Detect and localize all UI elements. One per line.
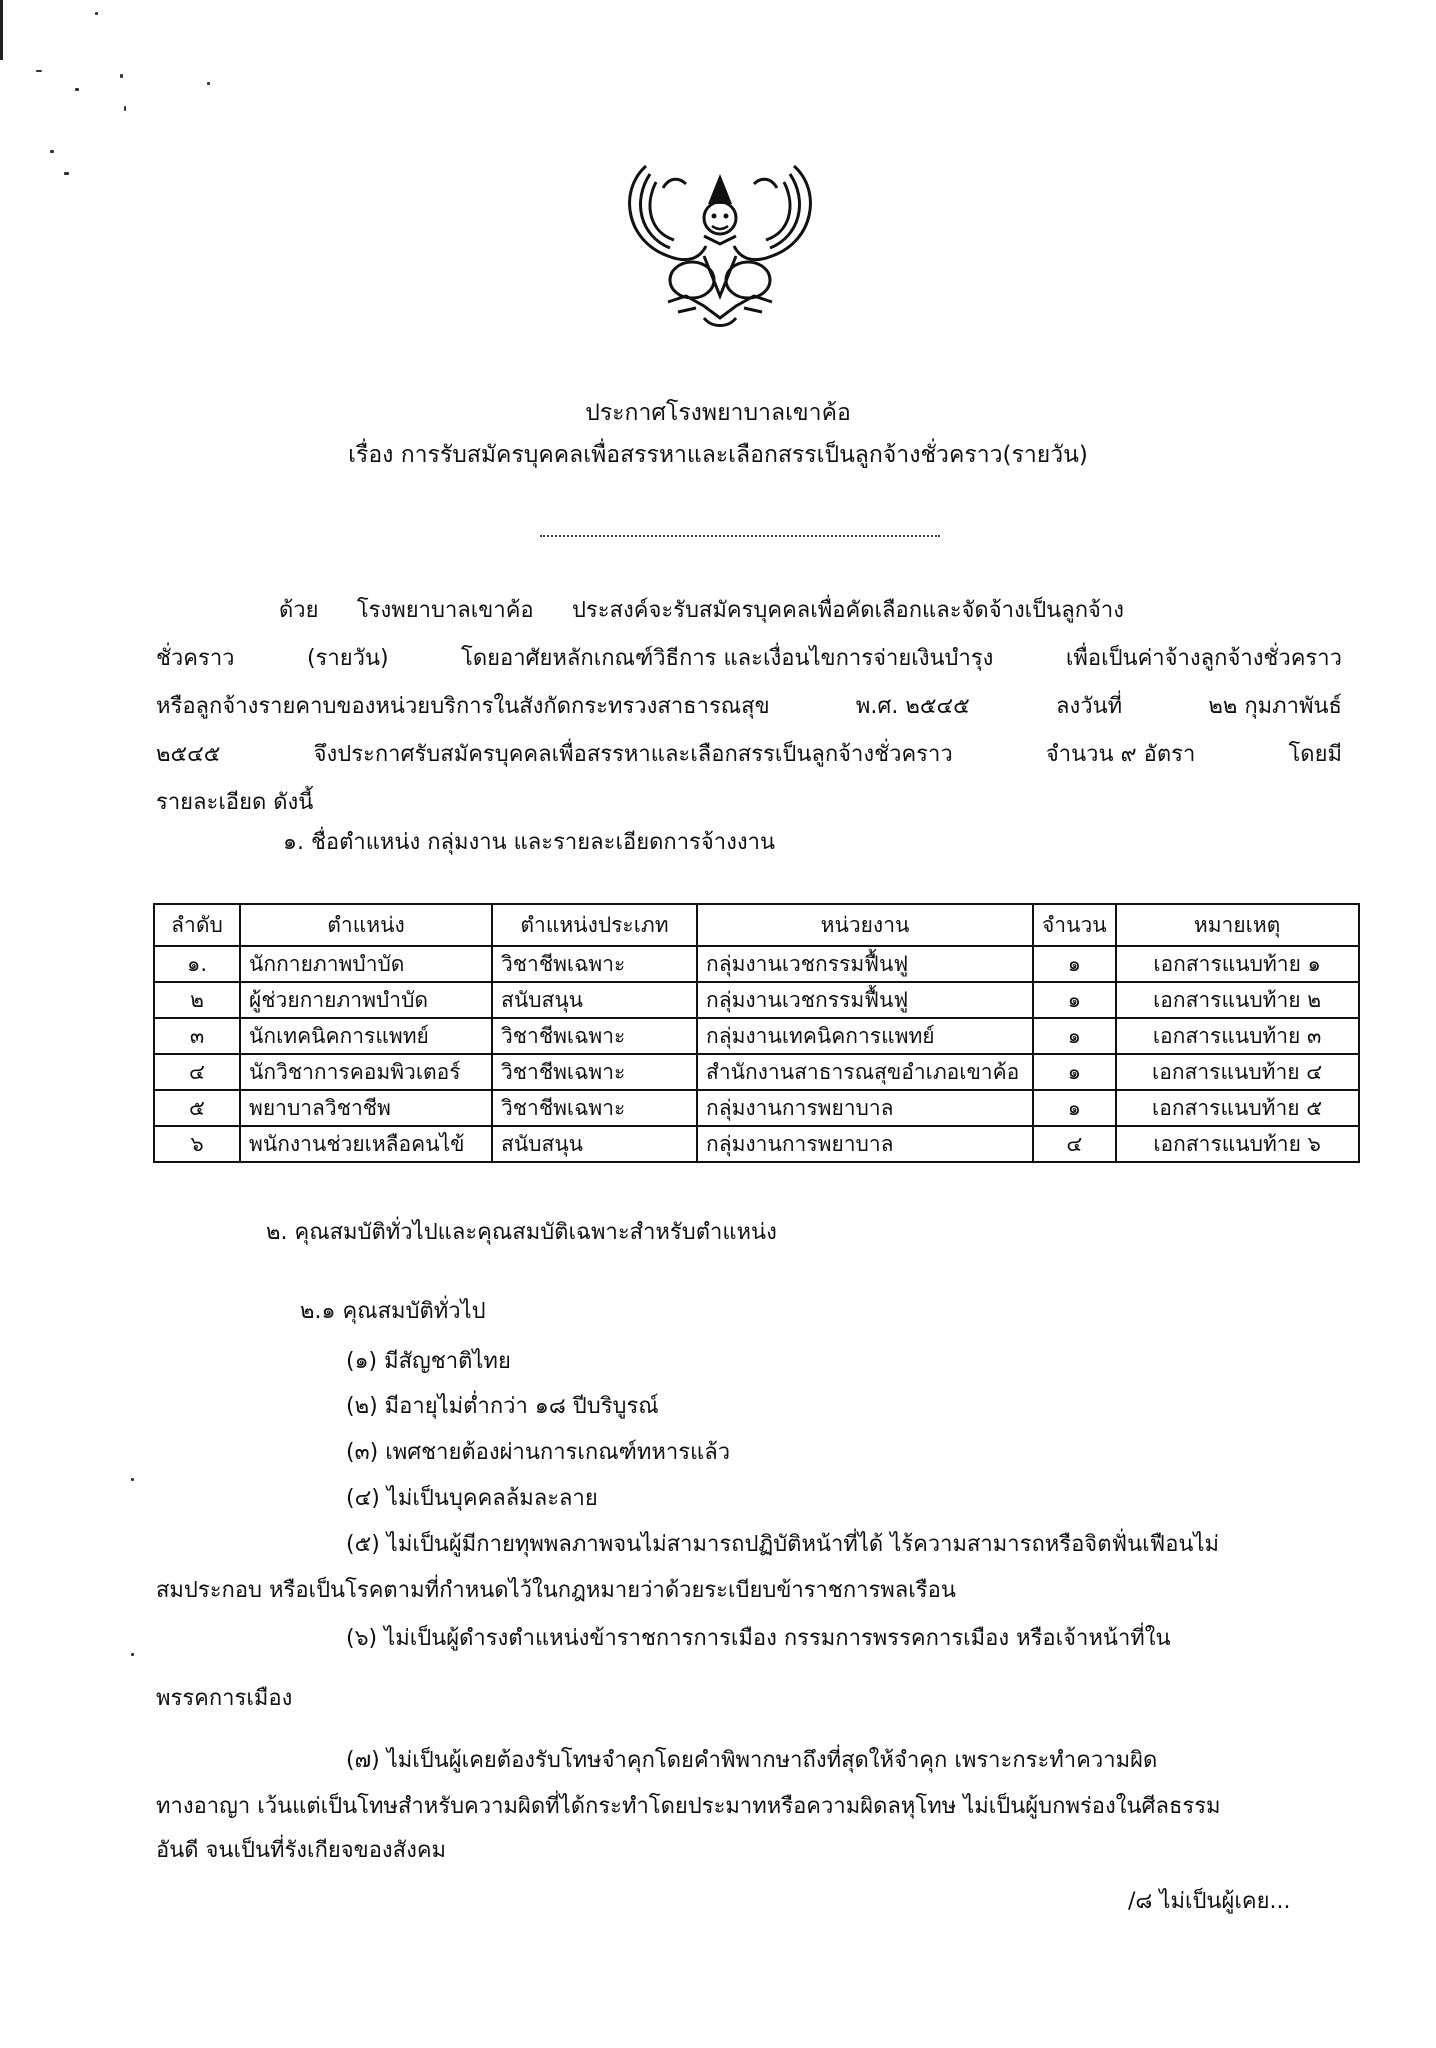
table-row (154, 946, 1359, 982)
qualification-7-line-3: อันดี จนเป็นที่รังเกียจของสังคม (156, 1838, 447, 1863)
table-header-row (154, 904, 1359, 946)
intro-line-3 (156, 692, 1342, 722)
cell-order: ๑. (154, 946, 240, 982)
announcement-title: ประกาศโรงพยาบาลเขาค้อ (585, 400, 851, 426)
cell-quantity: ๑ (1033, 946, 1116, 982)
cell-quantity: ๑ (1033, 1090, 1116, 1126)
intro-text: โดยอาศัยหลักเกณฑ์วิธีการ และเงื่อนไขการจ่ายเงินบำรุง (461, 646, 994, 671)
scan-speck (64, 172, 69, 175)
cell-position: นักเทคนิคการแพทย์ (240, 1018, 492, 1054)
cell-unit: กลุ่มงานเวชกรรมฟื้นฟู (697, 982, 1033, 1018)
cell-position-type: วิชาชีพเฉพาะ (492, 1018, 697, 1054)
scan-speck (75, 88, 79, 91)
qualification-2: (๒) มีอายุไม่ต่ำกว่า ๑๘ ปีบริบูรณ์ (346, 1394, 659, 1419)
intro-text: ๒๕๔๕ (156, 742, 221, 767)
col-header-position-type: ตำแหน่งประเภท (492, 904, 697, 946)
cell-unit: กลุ่มงานเวชกรรมฟื้นฟู (697, 946, 1033, 982)
table-row (154, 1090, 1359, 1126)
regulation-year: พ.ศ. ๒๕๔๕ (855, 694, 970, 719)
qualification-5-line-1: (๕) ไม่เป็นผู้มีกายทุพพลภาพจนไม่สามารถปฏิบัติหน้าที่ได้ ไร้ความสามารถหรือจิตฟั่นเฟือนไม่ (346, 1532, 1220, 1557)
table-row (154, 1126, 1359, 1162)
qualification-3: (๓) เพศชายต้องผ่านการเกณฑ์ทหารแล้ว (346, 1440, 731, 1465)
cell-position: พยาบาลวิชาชีพ (240, 1090, 492, 1126)
scan-speck (124, 106, 126, 111)
intro-line-2 (156, 644, 1342, 674)
cell-order: ๔ (154, 1054, 240, 1090)
cell-position: พนักงานช่วยเหลือคนไข้ (240, 1126, 492, 1162)
continuation-marker: /๘ ไม่เป็นผู้เคย... (1128, 1889, 1291, 1914)
cell-remarks: เอกสารแนบท้าย ๖ (1116, 1126, 1359, 1162)
cell-quantity: ๑ (1033, 982, 1116, 1018)
cell-quantity: ๔ (1033, 1126, 1116, 1162)
cell-position: ผู้ช่วยกายภาพบำบัด (240, 982, 492, 1018)
scan-speck (50, 150, 54, 153)
cell-unit: กลุ่มงานการพยาบาล (697, 1090, 1033, 1126)
garuda-emblem-icon (608, 146, 832, 332)
cell-unit: กลุ่มงานเทคนิคการแพทย์ (697, 1018, 1033, 1054)
intro-text: จึงประกาศรับสมัครบุคคลเพื่อสรรหาและเลือกสรรเป็นลูกจ้างชั่วคราว (313, 742, 953, 767)
qualification-6-line-2: พรรคการเมือง (156, 1686, 293, 1711)
qualification-7-line-1: (๗) ไม่เป็นผู้เคยต้องรับโทษจำคุกโดยคำพิพากษาถึงที่สุดให้จำคุก เพราะกระทำความผิด (346, 1748, 1158, 1773)
intro-text: ประสงค์จะรับสมัครบุคคลเพื่อคัดเลือกและจัดจ้างเป็นลูกจ้าง (571, 598, 1124, 623)
intro-text: หรือลูกจ้างรายคาบของหน่วยบริการในสังกัดกระทรวงสาธารณสุข (156, 694, 770, 719)
cell-remarks: เอกสารแนบท้าย ๕ (1116, 1090, 1359, 1126)
cell-remarks: เอกสารแนบท้าย ๔ (1116, 1054, 1359, 1090)
cell-order: ๒ (154, 982, 240, 1018)
positions-count: จำนวน ๙ อัตรา (1045, 742, 1196, 767)
cell-order: ๓ (154, 1018, 240, 1054)
announcement-subject: เรื่อง การรับสมัครบุคคลเพื่อสรรหาและเลือกสรรเป็นลูกจ้างชั่วคราว(รายวัน) (348, 442, 1088, 468)
qualification-1: (๑) มีสัญชาติไทย (346, 1349, 511, 1374)
cell-remarks: เอกสารแนบท้าย ๒ (1116, 982, 1359, 1018)
cell-unit: สำนักงานสาธารณสุขอำเภอเขาค้อ (697, 1054, 1033, 1090)
cell-position: นักวิชาการคอมพิวเตอร์ (240, 1054, 492, 1090)
cell-position-type: สนับสนุน (492, 1126, 697, 1162)
intro-text: เพื่อเป็นค่าจ้างลูกจ้างชั่วคราว (1065, 646, 1342, 671)
section-1-heading: ๑. ชื่อตำแหน่ง กลุ่มงาน และรายละเอียดการจ้างงาน (283, 830, 775, 855)
cell-position-type: วิชาชีพเฉพาะ (492, 946, 697, 982)
table-row (154, 982, 1359, 1018)
cell-order: ๕ (154, 1090, 240, 1126)
qualification-7-line-2: ทางอาญา เว้นแต่เป็นโทษสำหรับความผิดที่ได้กระทำโดยประมาทหรือความผิดลหุโทษ ไม่เป็นผู้บกพร่องในศีลธรรม (156, 1794, 1221, 1819)
intro-text: ด้วย (279, 598, 319, 623)
intro-text: (รายวัน) (306, 646, 389, 671)
scan-speck (120, 74, 123, 78)
qualification-5-line-2: สมประกอบ หรือเป็นโรคตามที่กำหนดไว้ในกฎหมายว่าด้วยระเบียบข้าราชการพลเรือน (156, 1578, 956, 1603)
section-2-heading: ๒. คุณสมบัติทั่วไปและคุณสมบัติเฉพาะสำหรับตำแหน่ง (266, 1220, 777, 1245)
table-row (154, 1054, 1359, 1090)
col-header-position: ตำแหน่ง (240, 904, 492, 946)
col-header-unit: หน่วยงาน (697, 904, 1033, 946)
intro-text: ชั่วคราว (156, 646, 235, 671)
scan-speck (131, 1478, 134, 1481)
cell-remarks: เอกสารแนบท้าย ๓ (1116, 1018, 1359, 1054)
intro-text: ลงวันที่ (1056, 694, 1123, 719)
dotted-separator (540, 535, 940, 537)
intro-line-4 (156, 740, 1342, 770)
scan-speck (95, 12, 98, 15)
cell-position-type: วิชาชีพเฉพาะ (492, 1090, 697, 1126)
section-2-1-heading: ๒.๑ คุณสมบัติทั่วไป (300, 1299, 486, 1324)
cell-quantity: ๑ (1033, 1054, 1116, 1090)
cell-position-type: วิชาชีพเฉพาะ (492, 1054, 697, 1090)
scan-speck (207, 82, 210, 85)
scan-speck (36, 70, 42, 72)
cell-remarks: เอกสารแนบท้าย ๑ (1116, 946, 1359, 982)
col-header-quantity: จำนวน (1033, 904, 1116, 946)
table-row (154, 1018, 1359, 1054)
intro-text: โดยมี (1288, 742, 1342, 767)
cell-position: นักกายภาพบำบัด (240, 946, 492, 982)
cell-quantity: ๑ (1033, 1018, 1116, 1054)
scan-speck (131, 1653, 134, 1656)
qualification-6-line-1: (๖) ไม่เป็นผู้ดำรงตำแหน่งข้าราชการการเมือง กรรมการพรรคการเมือง หรือเจ้าหน้าที่ใน (346, 1626, 1171, 1651)
qualification-4: (๔) ไม่เป็นบุคคลล้มละลาย (346, 1486, 598, 1511)
intro-line-1 (279, 596, 1124, 626)
cell-order: ๖ (154, 1126, 240, 1162)
cell-unit: กลุ่มงานการพยาบาล (697, 1126, 1033, 1162)
scan-edge-mark (0, 0, 3, 60)
intro-line-5: รายละเอียด ดังนี้ (156, 790, 314, 815)
positions-table (153, 903, 1360, 1163)
regulation-date: ๒๒ กุมภาพันธ์ (1208, 694, 1342, 719)
col-header-order: ลำดับ (154, 904, 240, 946)
cell-position-type: สนับสนุน (492, 982, 697, 1018)
hospital-name: โรงพยาบาลเขาค้อ (356, 598, 534, 623)
col-header-remarks: หมายเหตุ (1116, 904, 1359, 946)
